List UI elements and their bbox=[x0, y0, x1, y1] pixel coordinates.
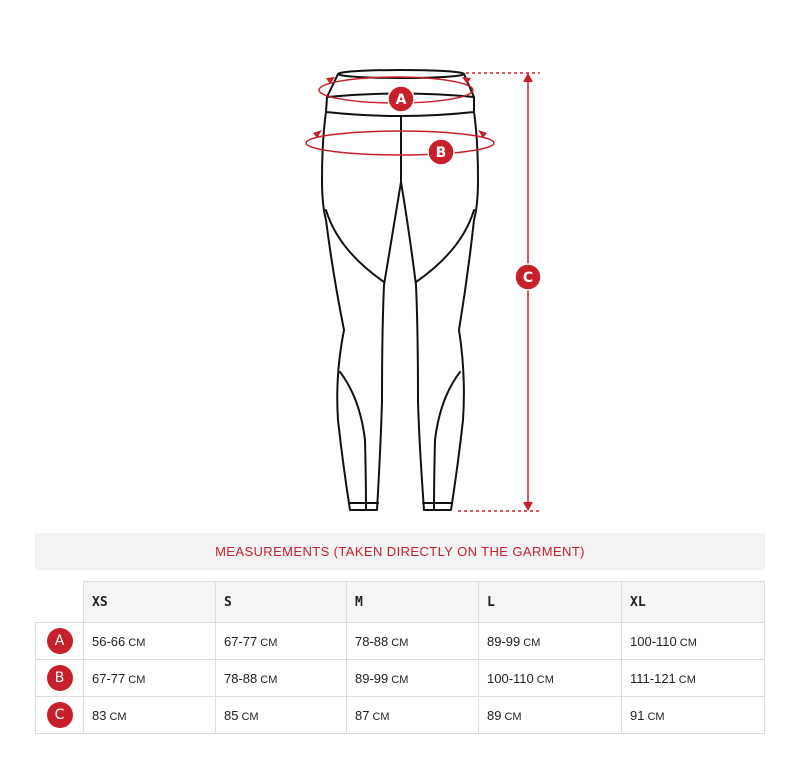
measure-cell bbox=[347, 697, 479, 734]
measure-cell bbox=[622, 660, 765, 697]
cell-unit: CM bbox=[536, 673, 554, 686]
size-header-l: L bbox=[479, 582, 622, 623]
row-label-cell bbox=[36, 697, 84, 734]
table-row bbox=[36, 697, 765, 734]
cell-unit: CM bbox=[391, 673, 409, 686]
cell-unit: CM bbox=[678, 673, 696, 686]
cell-unit: CM bbox=[523, 636, 541, 649]
cell-value: 100-110 bbox=[487, 670, 534, 686]
marker-b bbox=[428, 139, 454, 165]
measure-cell bbox=[347, 660, 479, 697]
size-header-row bbox=[36, 582, 765, 623]
row-marker-b: B bbox=[47, 665, 73, 691]
measure-cell bbox=[347, 623, 479, 660]
measure-cell bbox=[216, 623, 347, 660]
cell-value: 83 bbox=[92, 707, 107, 723]
marker-a-label: A bbox=[395, 92, 407, 108]
measure-cell bbox=[84, 623, 216, 660]
measure-cell bbox=[479, 660, 622, 697]
cell-value: 89-99 bbox=[355, 670, 389, 686]
measure-c-arrow-bottom bbox=[523, 502, 533, 511]
cell-value: 56-66 bbox=[92, 633, 126, 649]
cell-value: 89 bbox=[487, 707, 502, 723]
measure-cell bbox=[216, 660, 347, 697]
cell-unit: CM bbox=[128, 673, 146, 686]
cell-unit: CM bbox=[391, 636, 409, 649]
cell-value: 78-88 bbox=[224, 670, 258, 686]
cell-value: 85 bbox=[224, 707, 239, 723]
cell-value: 89-99 bbox=[487, 633, 521, 649]
cell-unit: CM bbox=[372, 710, 390, 723]
marker-c-label: C bbox=[522, 270, 534, 286]
size-header-s: S bbox=[216, 582, 347, 623]
size-table bbox=[35, 581, 765, 734]
cell-unit: CM bbox=[647, 710, 665, 723]
leggings-outline bbox=[322, 70, 478, 510]
cell-unit: CM bbox=[260, 673, 278, 686]
measure-cell bbox=[216, 697, 347, 734]
size-header-xs: XS bbox=[84, 582, 216, 623]
measure-cell bbox=[622, 697, 765, 734]
marker-b-label: B bbox=[435, 145, 447, 161]
row-label-cell bbox=[36, 623, 84, 660]
marker-c bbox=[515, 264, 541, 290]
cell-unit: CM bbox=[260, 636, 278, 649]
row-label-cell bbox=[36, 660, 84, 697]
row-marker-c: C bbox=[47, 702, 73, 728]
measure-c-arrow-top bbox=[523, 73, 533, 82]
cell-unit: CM bbox=[128, 636, 146, 649]
measure-cell bbox=[479, 623, 622, 660]
cell-value: 111-121 bbox=[630, 670, 676, 686]
cell-value: 100-110 bbox=[630, 633, 677, 649]
measure-cell bbox=[84, 697, 216, 734]
cell-value: 67-77 bbox=[224, 633, 258, 649]
measure-cell bbox=[622, 623, 765, 660]
measure-cell bbox=[479, 697, 622, 734]
cell-value: 87 bbox=[355, 707, 370, 723]
size-header-m: M bbox=[347, 582, 479, 623]
measure-cell bbox=[84, 660, 216, 697]
size-header-xl: XL bbox=[622, 582, 765, 623]
header-blank-cell bbox=[36, 582, 84, 623]
measurements-heading-band bbox=[35, 533, 765, 570]
row-marker-a: A bbox=[47, 628, 73, 654]
cell-value: 91 bbox=[630, 707, 645, 723]
cell-value: 67-77 bbox=[92, 670, 126, 686]
cell-unit: CM bbox=[241, 710, 259, 723]
table-row bbox=[36, 623, 765, 660]
cell-unit: CM bbox=[504, 710, 522, 723]
table-row bbox=[36, 660, 765, 697]
cell-unit: CM bbox=[109, 710, 127, 723]
measurements-heading: MEASUREMENTS (TAKEN DIRECTLY ON THE GARMENT) bbox=[215, 544, 585, 559]
cell-unit: CM bbox=[679, 636, 697, 649]
cell-value: 78-88 bbox=[355, 633, 389, 649]
marker-a bbox=[388, 86, 414, 112]
